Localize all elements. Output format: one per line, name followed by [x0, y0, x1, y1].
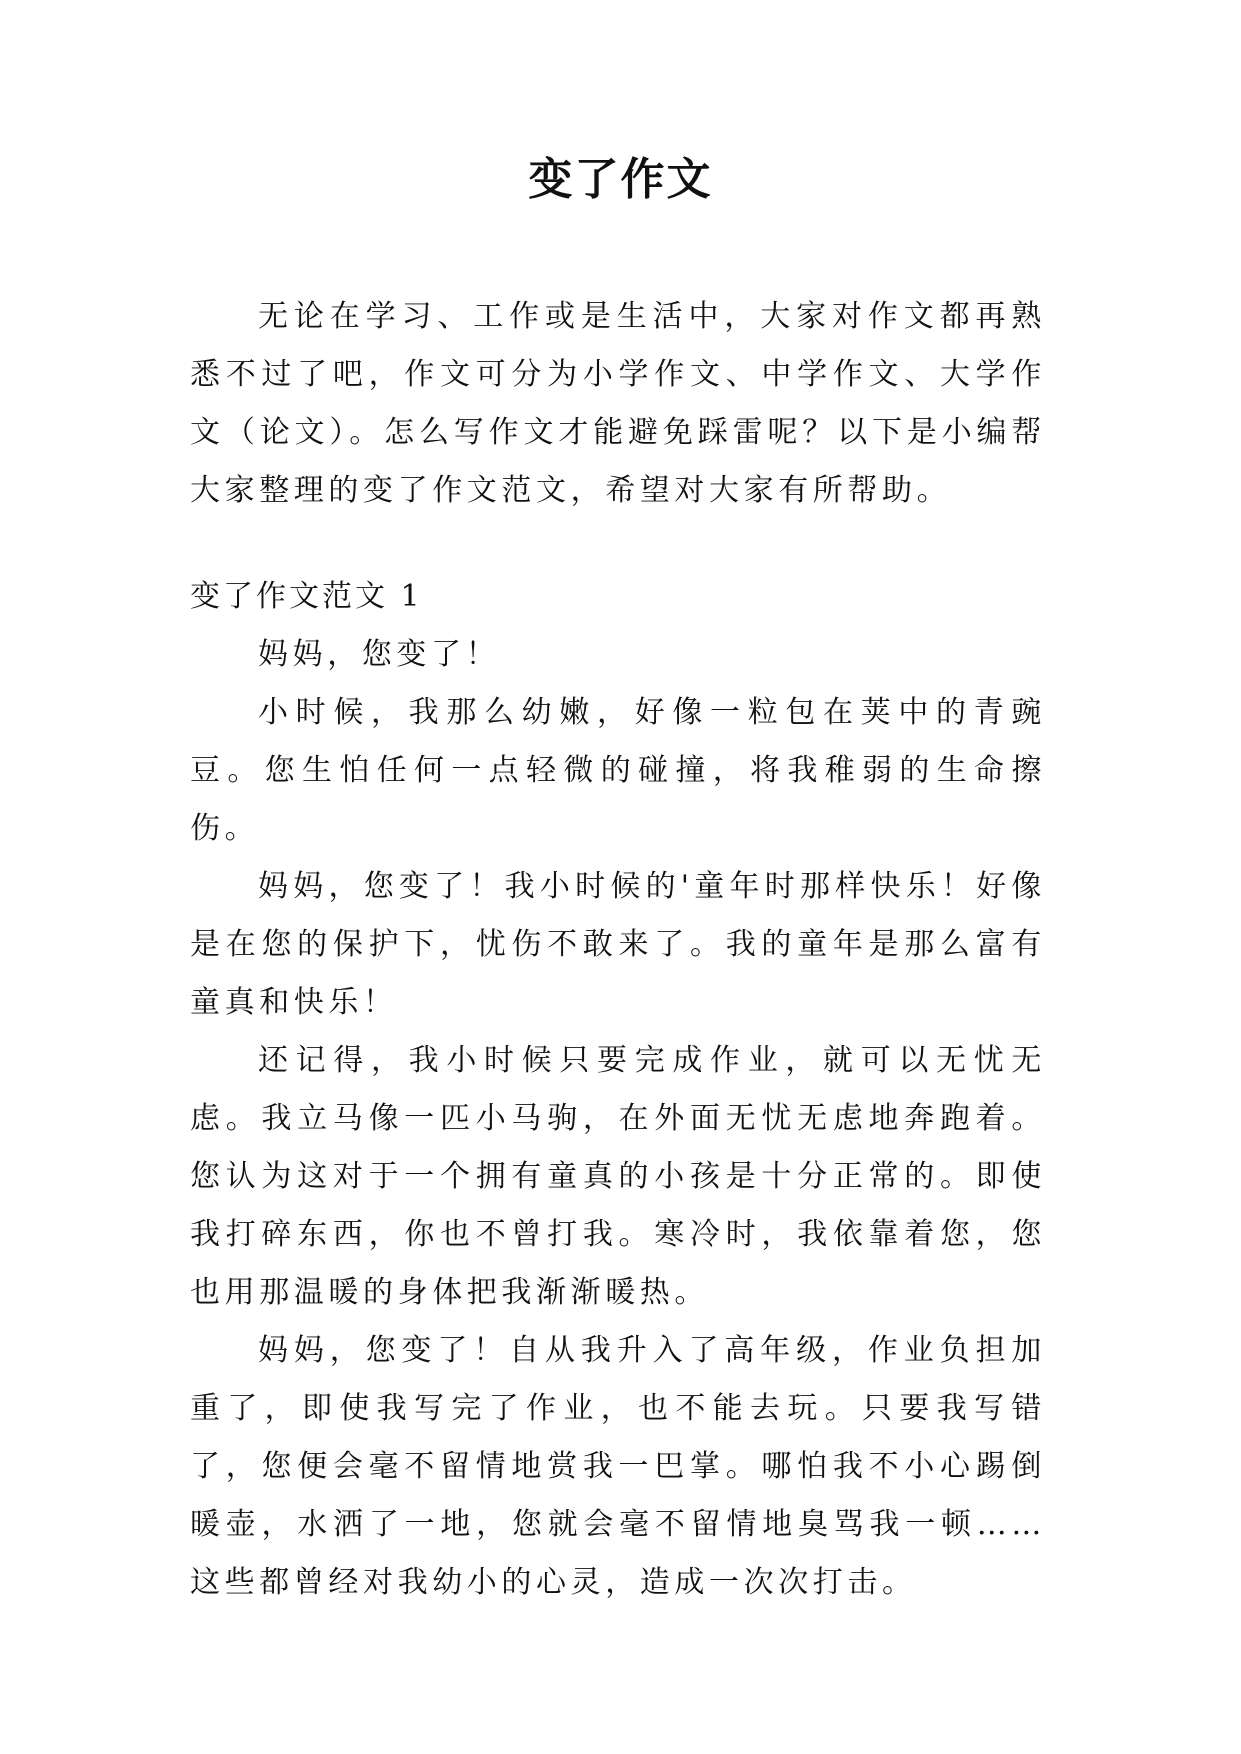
body-paragraph: 妈妈，您变了！自从我升入了高年级，作业负担加重了，即使我写完了作业，也不能去玩。只要我写错了，您便会毫不留情地赏我一巴掌。哪怕我不小心踢倒暖壶，水洒了一地，您就会毫不留情地臭骂我一顿……这些都曾经对我幼小的心灵，造成一次次打击。: [190, 1333, 1046, 1600]
body-paragraph: 还记得，我小时候只要完成作业，就可以无忧无虑。我立马像一匹小马驹，在外面无忧无虑地奔跑着。您认为这对于一个拥有童真的小孩是十分正常的。即使我打碎东西，你也不曾打我。寒冷时，我依靠着您，您也用那温暖的身体把我渐渐暖热。: [190, 1043, 1046, 1310]
intro-paragraph: 无论在学习、工作或是生活中，大家对作文都再熟悉不过了吧，作文可分为小学作文、中学作文、大学作文（论文）。怎么写作文才能避免踩雷呢？以下是小编帮大家整理的变了作文范文，希望对大家有所帮助。: [190, 299, 1046, 508]
document-body: [190, 288, 1046, 1612]
document-title: 变了作文: [528, 154, 713, 205]
body-paragraph: 小时候，我那么幼嫩，好像一粒包在荚中的青豌豆。您生怕任何一点轻微的碰撞，将我稚弱的生命擦伤。: [190, 695, 1046, 846]
body-paragraph: 妈妈，您变了！我小时候的'童年时那样快乐！好像是在您的保护下，忧伤不敢来了。我的童年是那么富有童真和快乐！: [190, 869, 1046, 1020]
section-heading: 变了作文范文 1: [190, 579, 423, 614]
body-paragraph: 妈妈，您变了！: [258, 637, 501, 672]
